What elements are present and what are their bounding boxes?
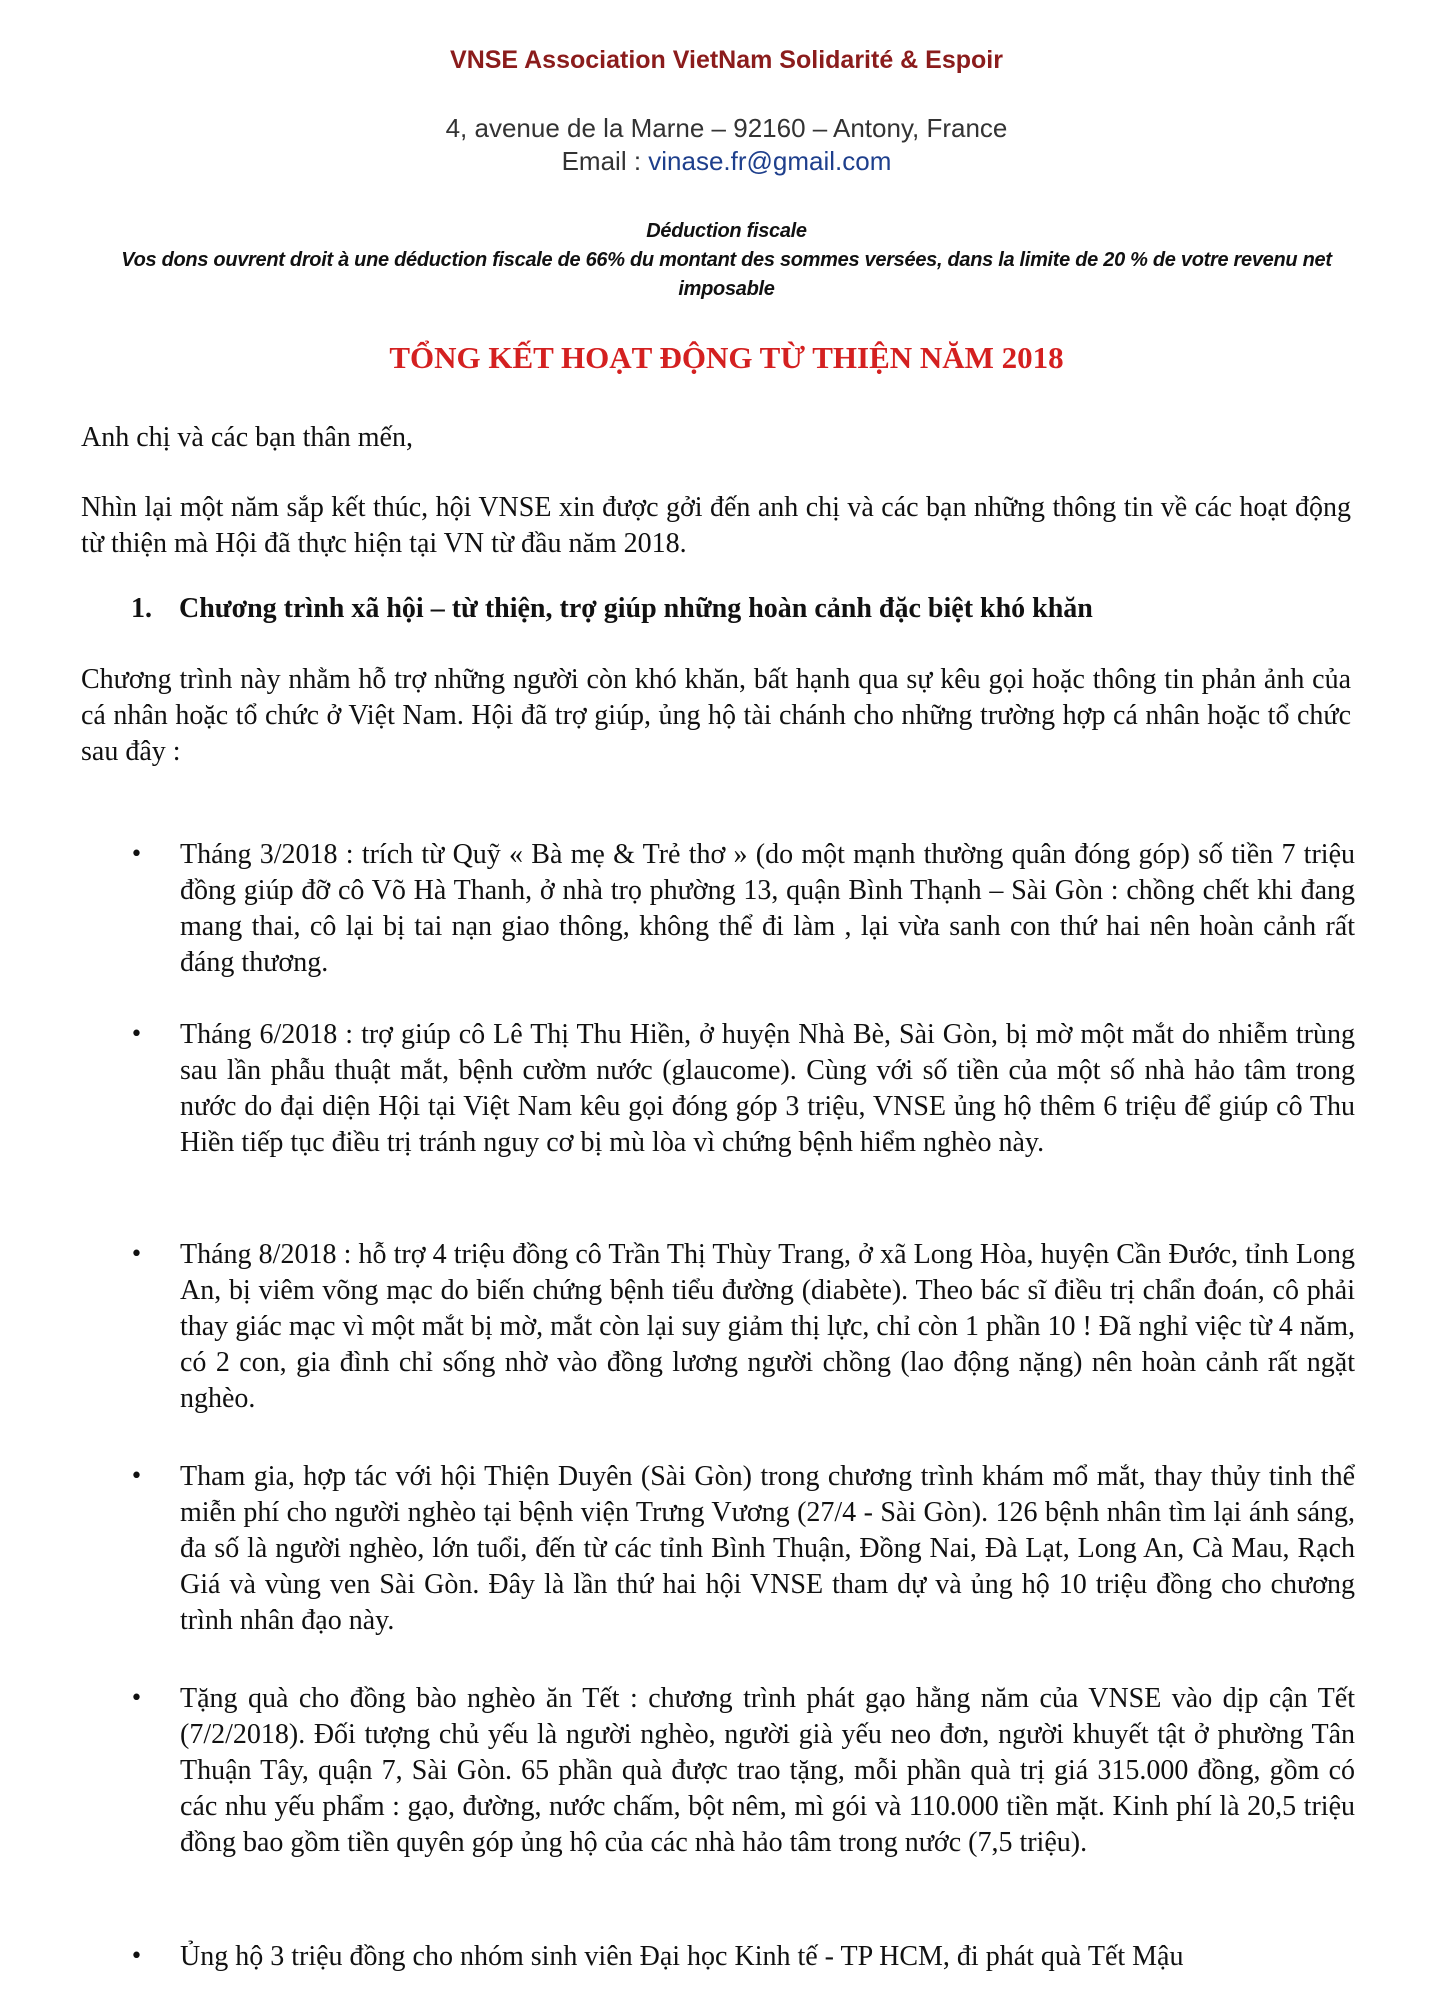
section-1-heading [131,593,1361,625]
bullet-icon: • [130,1242,143,1267]
bullet-icon: • [130,1464,143,1489]
list-item-text: Tham gia, hợp tác với hội Thiện Duyên (Sài Gòn) trong chương trình khám mổ mắt, thay thủy tinh thể miễn phí cho người nghèo tại bệnh viện Trưng Vương (27/4 - Sài Gòn). 126 bệnh nhân tìm lại ánh sáng, đa số là người nghèo, lớn tuổi, đến từ các tỉnh Bình Thuận, Đồng Nai, Đà Lạt, Long An, Cà Mau, Rạch Giá và vùng ven Sài Gòn. Đây là lần thứ hai hội VNSE tham dự và ủng hộ 10 triệu đồng cho chương trình nhân đạo này. [180,1461,1355,1636]
intro-paragraph: Nhìn lại một năm sắp kết thúc, hội VNSE xin được gởi đến anh chị và các bạn những thông tin về các hoạt động từ thiện mà Hội đã thực hiện tại VN từ đầu năm 2018. [81,492,1351,559]
fiscal-text: Vos dons ouvrent droit à une déduction fiscale de 66% du montant des sommes versées, dans la limite de 20 % de votre revenu net imposable [121,249,1332,300]
list-item-text: Tặng quà cho đồng bào nghèo ăn Tết : chương trình phát gạo hằng năm của VNSE vào dịp cận Tết (7/2/2018). Đối tượng chủ yếu là người nghèo, người già yếu neo đơn, người khuyết tật ở phường Tân Thuận Tây, quận 7, Sài Gòn. 65 phần quà được trao tặng, mỗi phần quà trị giá 315.000 đồng, gồm có các nhu yếu phẩm : gạo, đường, nước chấm, bột nêm, mì gói và 110.000 tiền mặt. Kinh phí là 20,5 triệu đồng bao gồm tiền quyên góp ủng hộ của các nhà hảo tâm trong nước (7,5 triệu). [180,1683,1355,1858]
association-name: VNSE Association VietNam Solidarité & Espoir [450,46,1003,74]
document-title: TỔNG KẾT HOẠT ĐỘNG TỪ THIỆN NĂM 2018 [389,340,1064,375]
bullet-icon: • [130,842,143,867]
email-link[interactable]: vinase.fr@gmail.com [648,146,892,176]
bullet-icon: • [130,1022,143,1047]
fiscal-heading: Déduction fiscale [646,220,807,242]
fiscal-deduction-note [80,217,1373,304]
list-item-text: Ủng hộ 3 triệu đồng cho nhóm sinh viên Đại học Kinh tế - TP HCM, đi phát quà Tết Mậu [180,1941,1184,1972]
list-item-text: Tháng 8/2018 : hỗ trợ 4 triệu đồng cô Trần Thị Thùy Trang, ở xã Long Hòa, huyện Cần Đước, tỉnh Long An, bị viêm võng mạc do biến chứng bệnh tiểu đường (diabète). Theo bác sĩ điều trị chẩn đoán, cô phải thay giác mạc vì một mắt bị mờ, mắt còn lại suy giảm thị lực, chỉ còn 1 phần 10 ! Đã nghỉ việc từ 4 năm, có 2 con, gia đình chỉ sống nhờ vào đồng lương người chồng (lao động nặng) nên hoàn cảnh rất ngặt nghèo. [180,1239,1356,1414]
bullet-icon: • [130,1944,143,1969]
list-item-text: Tháng 6/2018 : trợ giúp cô Lê Thị Thu Hiền, ở huyện Nhà Bè, Sài Gòn, bị mờ một mắt do nhiễm trùng sau lần phẫu thuật mắt, bệnh cườm nước (glaucome). Cùng với số tiền của một số nhà hảo tâm trong nước do đại diện Hội tại Việt Nam kêu gọi đóng góp 3 triệu, VNSE ủng hộ thêm 6 triệu để giúp cô Thu Hiền tiếp tục điều trị tránh nguy cơ bị mù lòa vì chứng bệnh hiểm nghèo này. [180,1019,1355,1158]
association-email-line [0,146,1453,177]
section-title: Chương trình xã hội – từ thiện, trợ giúp những hoàn cảnh đặc biệt khó khăn [179,593,1093,624]
list-item-text: Tháng 3/2018 : trích từ Quỹ « Bà mẹ & Trẻ thơ » (do một mạnh thường quân đóng góp) số tiền 7 triệu đồng giúp đỡ cô Võ Hà Thanh, ở nhà trọ phường 13, quận Bình Thạnh – Sài Gòn : chồng chết khi đang mang thai, cô lại bị tai nạn giao thông, không thể đi làm , lại vừa sanh con thứ hai nên hoàn cảnh rất đáng thương. [180,839,1355,978]
email-label: Email : [561,146,649,176]
greeting: Anh chị và các bạn thân mến, [81,422,413,453]
section-1-intro: Chương trình này nhằm hỗ trợ những người còn khó khăn, bất hạnh qua sự kêu gọi hoặc thông tin phản ảnh của cá nhân hoặc tổ chức ở Việt Nam. Hội đã trợ giúp, ủng hộ tài chánh cho những trường hợp cá nhân hoặc tổ chức sau đây : [81,664,1351,767]
association-address: 4, avenue de la Marne – 92160 – Antony, France [445,113,1008,143]
section-number: 1. [131,593,152,624]
bullet-icon: • [130,1686,143,1711]
